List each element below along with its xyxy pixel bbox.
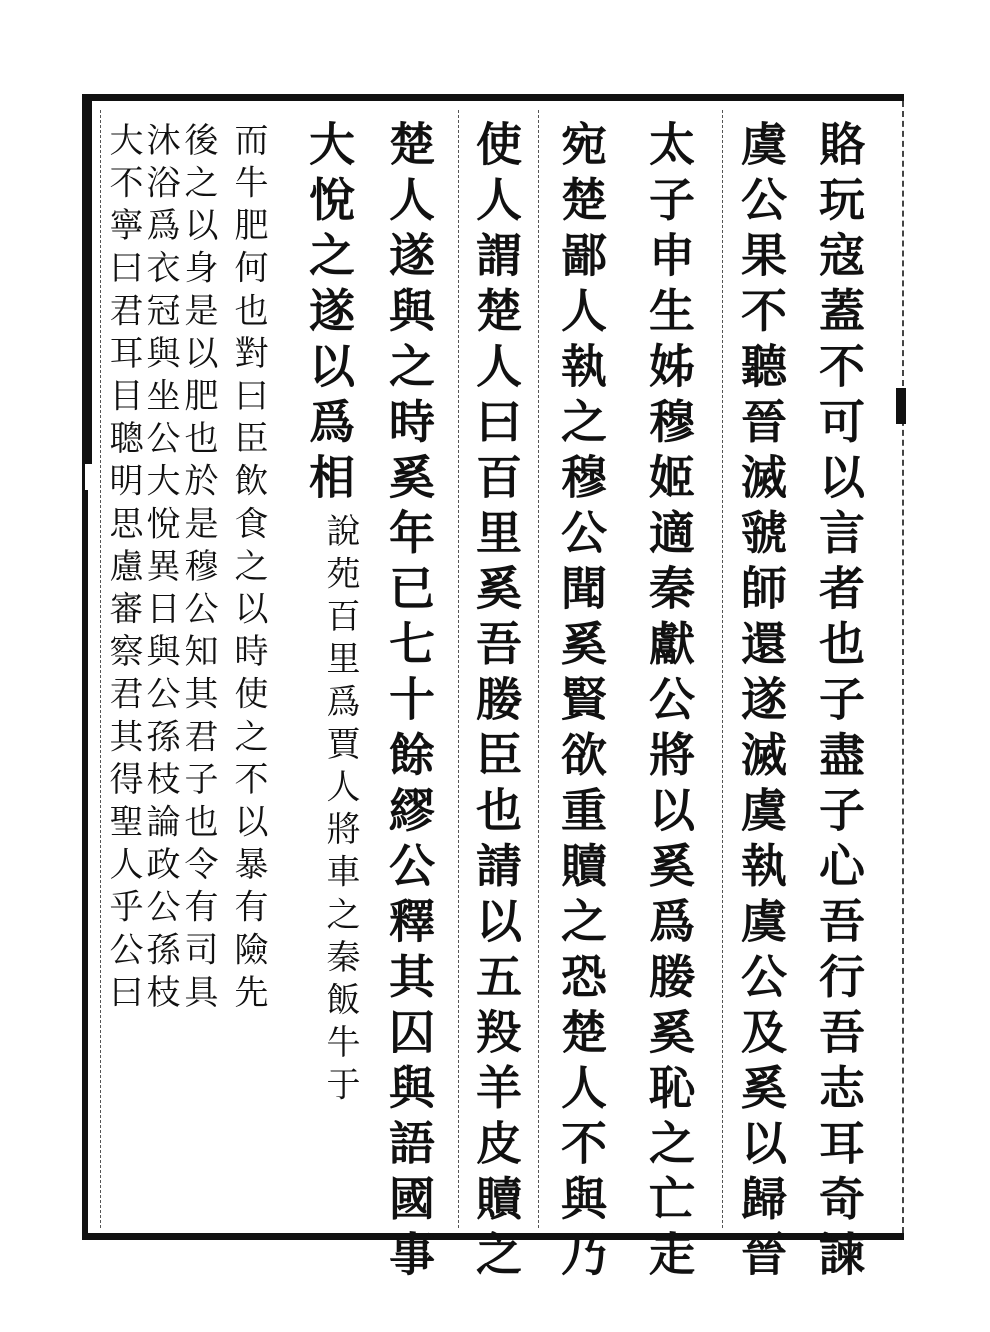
column-text-small: 說苑百里爲賈人將車之秦飯牛于 xyxy=(320,512,360,1109)
column-text: 太子申生姊穆姬適秦獻公將以奚爲媵奚恥之亡走 xyxy=(642,120,696,1286)
edge-mark-top xyxy=(82,94,92,464)
text-column-4 xyxy=(555,120,607,1286)
column-divider xyxy=(100,110,101,1228)
edge-mark-bottom xyxy=(82,490,88,1240)
column-text: 宛楚鄙人執之穆公聞奚賢欲重贖之恐楚人不與乃 xyxy=(554,120,608,1286)
column-text: 楚人遂與之時奚年已七十餘繆公釋其囚與語國事 xyxy=(382,120,436,1286)
text-column-3 xyxy=(643,120,695,1286)
edge-mark-right xyxy=(896,388,906,424)
text-column-8 xyxy=(228,122,268,1017)
column-text: 沐浴爲衣冠與坐公大悅異日與公孫枝論政公孫枝 xyxy=(140,122,180,1017)
text-column-1 xyxy=(813,120,865,1286)
frame-right-rule xyxy=(902,101,904,1233)
text-column-6 xyxy=(383,120,435,1286)
text-column-2 xyxy=(735,120,787,1286)
column-text: 而牛肥何也對曰臣飲食之以時使之不以暴有險先 xyxy=(228,122,268,1017)
text-column-7 xyxy=(298,120,360,1109)
column-text: 使人謂楚人曰百里奚吾媵臣也請以五羖羊皮贖之 xyxy=(469,120,523,1286)
text-column-9 xyxy=(178,122,218,1017)
text-column-11 xyxy=(103,122,143,1017)
text-column-5 xyxy=(470,120,522,1286)
column-text-big: 大悅之遂以爲相 xyxy=(302,120,356,509)
text-column-10 xyxy=(140,122,180,1017)
column-text: 大不寧曰君耳目聰明思慮審察君其得聖人乎公曰 xyxy=(103,122,143,1017)
column-text: 後之以身是以肥也於是穆公知其君子也令有司具 xyxy=(178,122,218,1017)
column-text: 賂玩寇蓋不可以言者也子盡子心吾行吾志耳奇諫 xyxy=(812,120,866,1286)
column-divider xyxy=(722,110,723,1228)
column-divider xyxy=(538,110,539,1228)
column-text: 虞公果不聽晉滅虢師還遂滅虞執虞公及奚以歸晉 xyxy=(734,120,788,1286)
column-divider xyxy=(458,110,459,1228)
